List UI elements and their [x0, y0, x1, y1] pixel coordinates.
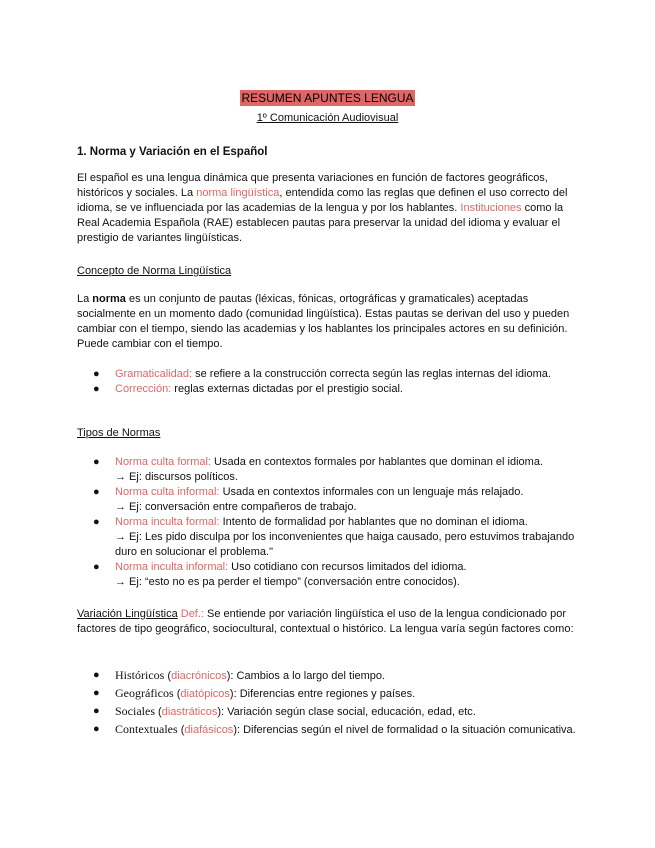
- section-heading-1: 1. Norma y Variación en el Español: [77, 146, 268, 158]
- title-wrap: [0, 91, 655, 105]
- list-item-term: Norma culta informal:: [115, 486, 220, 498]
- bullet-icon: ●: [93, 456, 100, 468]
- list-item-text: Usada en contextos informales con un lenguaje más relajado.: [219, 486, 524, 498]
- list-item-text: Uso cotidiano con recursos limitados del idioma.: [228, 561, 467, 573]
- list-item-term: Históricos: [115, 668, 165, 682]
- section1-paragraph: [77, 171, 577, 246]
- subheading-concepto: Concepto de Norma Lingüística: [77, 265, 232, 277]
- list-item-example: → Ej: discursos políticos.: [115, 471, 238, 483]
- list-item-term: Sociales: [115, 704, 155, 718]
- list-item-text: se refiere a la construcción correcta según las reglas internas del idioma.: [192, 368, 551, 380]
- bullet-icon: ●: [93, 368, 100, 380]
- list-item-text: Diferencias según el nivel de formalidad o la situación comunicativa.: [240, 724, 576, 736]
- p1-text-c: como la Real Academia Española (RAE) establecen pautas para preservar la unidad del idioma y evaluar el prestigio de variantes lingüísticas.: [77, 202, 564, 244]
- bullet-icon: ●: [93, 723, 100, 735]
- list-item-term: Norma culta formal:: [115, 456, 211, 468]
- variacion-list: [77, 667, 577, 739]
- list-item: [77, 455, 577, 485]
- list-item-paren: (: [173, 688, 181, 700]
- p1-text-b: , entendida como las reglas que definen el uso correcto del idioma, se ve influenciada por las academias de la lengua y por los hablantes.: [77, 187, 568, 214]
- bullet-icon: ●: [93, 516, 100, 528]
- variacion-text: Se entiende por variación lingüística el uso de la lengua condicionado por factores de tipo geográfico, sociocultural, contextual o histórico. La lengua varía según factores como:: [77, 608, 574, 635]
- list-item-example: → Ej: Les pido disculpa por los inconvenientes que haiga causado, pero estuvimos trabajando duro en solucionar el problema.": [115, 531, 575, 558]
- p1-text-a: El español es una lengua dinámica que presenta variaciones en función de factores geográficos, históricos y sociales. La: [77, 172, 548, 199]
- variacion-def-label: Def.:: [177, 608, 204, 620]
- list-item-text: Diferencias entre regiones y países.: [236, 688, 416, 700]
- list-item: [77, 515, 577, 560]
- list-item: [77, 485, 577, 515]
- concepto-bold-norma: norma: [92, 293, 126, 305]
- list-item-term: Gramaticalidad:: [115, 368, 193, 380]
- list-item-term: Geográficos: [115, 686, 174, 700]
- bullet-icon: ●: [93, 561, 100, 573]
- list-item: [77, 721, 577, 739]
- bullet-icon: ●: [93, 687, 100, 699]
- list-item: [77, 367, 577, 382]
- list-item-example: → Ej: “esto no es pa perder el tiempo” (conversación entre conocidos).: [115, 576, 460, 588]
- list-item-term: Norma inculta informal:: [115, 561, 229, 573]
- list-item-highlight: diastráticos: [161, 706, 218, 718]
- list-item-paren: (: [164, 670, 172, 682]
- list-item-term: Corrección:: [115, 383, 172, 395]
- list-item: [77, 667, 577, 685]
- concepto-paragraph: [77, 292, 577, 352]
- list-item: [77, 560, 577, 590]
- list-item-highlight: diacrónicos: [171, 670, 227, 682]
- list-item-paren: (: [155, 706, 162, 718]
- list-item-paren: ):: [229, 688, 237, 700]
- subheading-variacion: Variación Lingüística: [77, 608, 178, 620]
- list-item-highlight: diafásicos: [184, 724, 234, 736]
- concepto-list: [77, 367, 577, 397]
- concepto-text-b: es un conjunto de pautas (léxicas, fónicas, ortográficas y gramaticales) aceptadas socialmente en un momento dado (comunidad lingüística). Estas pautas se derivan del uso y pueden cambiar con el tiempo, siendo las academias y los hablantes los principales actores en su definición. Puede cambiar con el tiempo.: [77, 293, 570, 350]
- list-item-term: Contextuales: [115, 722, 178, 736]
- list-item-term: Norma inculta formal:: [115, 516, 220, 528]
- list-item: [77, 685, 577, 703]
- variacion-paragraph: [77, 607, 577, 637]
- list-item: [77, 703, 577, 721]
- list-item-paren: ):: [217, 706, 225, 718]
- list-item-highlight: diatópicos: [180, 688, 230, 700]
- list-item-text: Intento de formalidad por hablantes que no dominan el idioma.: [219, 516, 528, 528]
- page-title: RESUMEN APUNTES LENGUA: [241, 91, 414, 105]
- p1-highlight-instituciones: Instituciones: [460, 202, 522, 214]
- bullet-icon: ●: [93, 383, 100, 395]
- page-subtitle: 1º Comunicación Audiovisual: [256, 112, 399, 124]
- bullet-icon: ●: [93, 486, 100, 498]
- list-item-text: Variación según clase social, educación, edad, etc.: [224, 706, 476, 718]
- list-item-paren: ):: [226, 670, 234, 682]
- subheading-tipos: Tipos de Normas: [77, 427, 161, 439]
- list-item-paren: (: [177, 724, 185, 736]
- p1-highlight-norma: norma lingüística: [196, 187, 280, 199]
- bullet-icon: ●: [93, 669, 100, 681]
- concepto-text-a: La: [77, 293, 93, 305]
- list-item-example: → Ej: conversación entre compañeros de trabajo.: [115, 501, 357, 513]
- list-item-text: Cambios a lo largo del tiempo.: [233, 670, 386, 682]
- tipos-list: [77, 455, 577, 590]
- list-item-text: Usada en contextos formales por hablantes que dominan el idioma.: [210, 456, 544, 468]
- list-item: [77, 382, 577, 397]
- list-item-paren: ):: [233, 724, 241, 736]
- bullet-icon: ●: [93, 705, 100, 717]
- list-item-text: reglas externas dictadas por el prestigio social.: [171, 383, 403, 395]
